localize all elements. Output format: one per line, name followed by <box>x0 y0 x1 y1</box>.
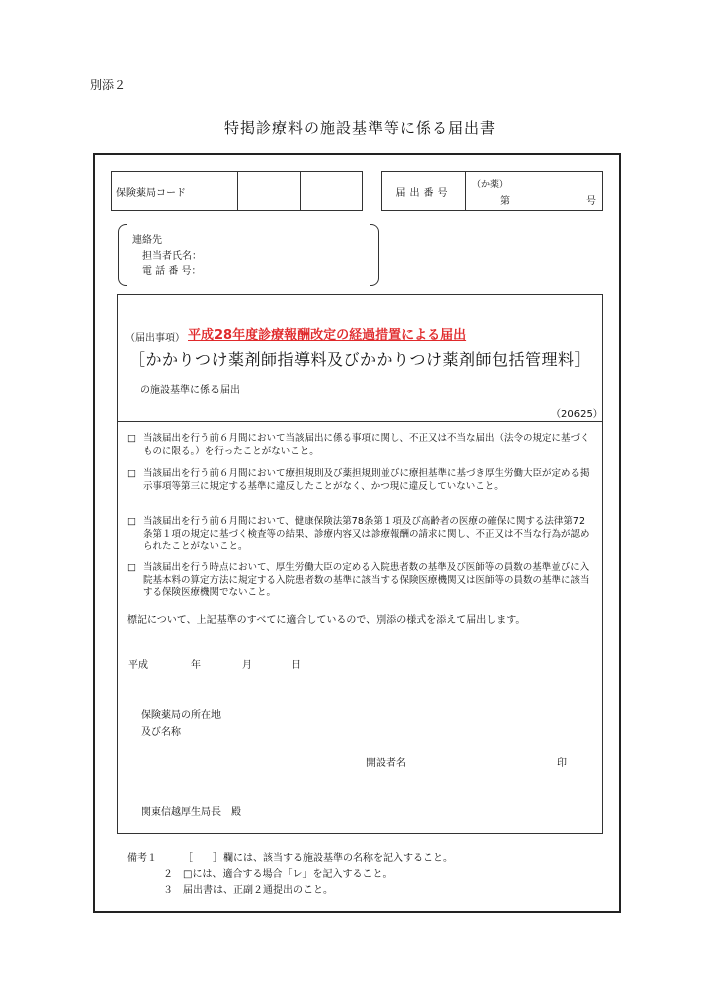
condition-item <box>127 468 591 493</box>
checkbox[interactable]: □ <box>127 516 136 527</box>
notification-prefix: （か薬） <box>472 180 509 190</box>
contact-person-label: 担当者氏名： <box>142 251 202 262</box>
item-after-text: の施設基準に係る届出 <box>140 385 240 396</box>
item-label: （届出事項） <box>125 333 185 344</box>
condition-text: 当該届出を行う前６月間において、健康保険法第78条第１項及び高齢者の医療の確保に関する法律第72条第１項の規定に基づく検査等の結果、診療内容又は診療報酬の請求に関し、不正又は不当な行為が認められたことがないこと。 <box>143 516 590 552</box>
address-label-2: 及び名称 <box>141 727 181 738</box>
pharmacy-code-cell-1[interactable] <box>238 172 301 210</box>
item-code: （20625） <box>551 409 603 420</box>
document-title: 特掲診療料の施設基準等に係る届出書 <box>223 119 496 137</box>
date-day[interactable]: 日 <box>291 660 301 671</box>
address-label-1: 保険薬局の所在地 <box>141 710 221 721</box>
contact-block <box>118 224 380 286</box>
notification-number-field[interactable] <box>466 172 602 210</box>
condition-text: 当該届出を行う前６月間において療担規則及び薬担規則並びに療担基準に基づき厚生労働大臣が定める掲示事項等第三に規定する基準に違反したことがなく、かつ現に違反していないこと。 <box>143 468 590 492</box>
note-item <box>127 851 453 867</box>
condition-text: 当該届出を行う前６月間において当該届出に係る事項に関し、不正又は不当な届出（法令の規定に基づくものに限る。）を行ったことがないこと。 <box>143 433 590 457</box>
founder-label: 開設者名 <box>366 758 406 769</box>
note-number: ２ <box>163 869 173 880</box>
note-item <box>127 867 453 883</box>
pharmacy-code-value[interactable] <box>301 172 363 210</box>
annex-label: 別添２ <box>90 78 127 92</box>
note-text: 届出書は、正副２通提出のこと。 <box>183 885 333 896</box>
condition-item <box>127 433 591 458</box>
date-year[interactable]: 年 <box>191 660 201 671</box>
date-era: 平成 <box>128 660 148 671</box>
date-month[interactable]: 月 <box>242 660 252 671</box>
content-divider <box>117 421 603 422</box>
condition-item <box>127 516 591 554</box>
note-text: □には、適合する場合「レ」を記入すること。 <box>183 869 393 880</box>
notification-go: 号 <box>586 196 596 207</box>
checkbox[interactable]: □ <box>127 562 136 573</box>
notes-block <box>127 851 453 899</box>
addressee: 関東信越厚生局長 殿 <box>141 807 241 818</box>
condition-text: 当該届出を行う時点において、厚生労働大臣の定める入院患者数の基準及び医師等の員数の基準並びに入院基本料の算定方法に規定する入院患者数の基準に該当する保険医療機関又は医師等の員数の基準に該当する保険医療機関でないこと。 <box>143 562 590 598</box>
declaration-text: 標記について、上記基準のすべてに適合しているので、別添の様式を添えて届出します。 <box>127 615 526 626</box>
seal-mark: 印 <box>557 758 567 769</box>
pharmacy-code-box <box>111 171 363 211</box>
notification-number-box <box>381 171 603 211</box>
item-main-name: ［かかりつけ薬剤師指導料及びかかりつけ薬剤師包括管理料］ <box>129 350 592 369</box>
notification-dai: 第 <box>500 196 510 207</box>
note-number: ３ <box>163 885 173 896</box>
notification-number-label: 届出番号 <box>382 172 466 210</box>
checkbox[interactable]: □ <box>127 433 136 444</box>
checkbox[interactable]: □ <box>127 468 136 479</box>
contact-phone-label: 電 話 番 号： <box>142 266 202 277</box>
note-item <box>127 883 453 899</box>
note-number: 備考１ <box>127 853 157 864</box>
item-red-heading: 平成28年度診療報酬改定の経過措置による届出 <box>188 328 467 343</box>
condition-item <box>127 562 591 600</box>
pharmacy-code-label: 保険薬局コード <box>112 172 238 210</box>
note-text: ［ ］欄には、該当する施設基準の名称を記入すること。 <box>183 853 453 864</box>
contact-heading: 連絡先 <box>132 235 162 246</box>
